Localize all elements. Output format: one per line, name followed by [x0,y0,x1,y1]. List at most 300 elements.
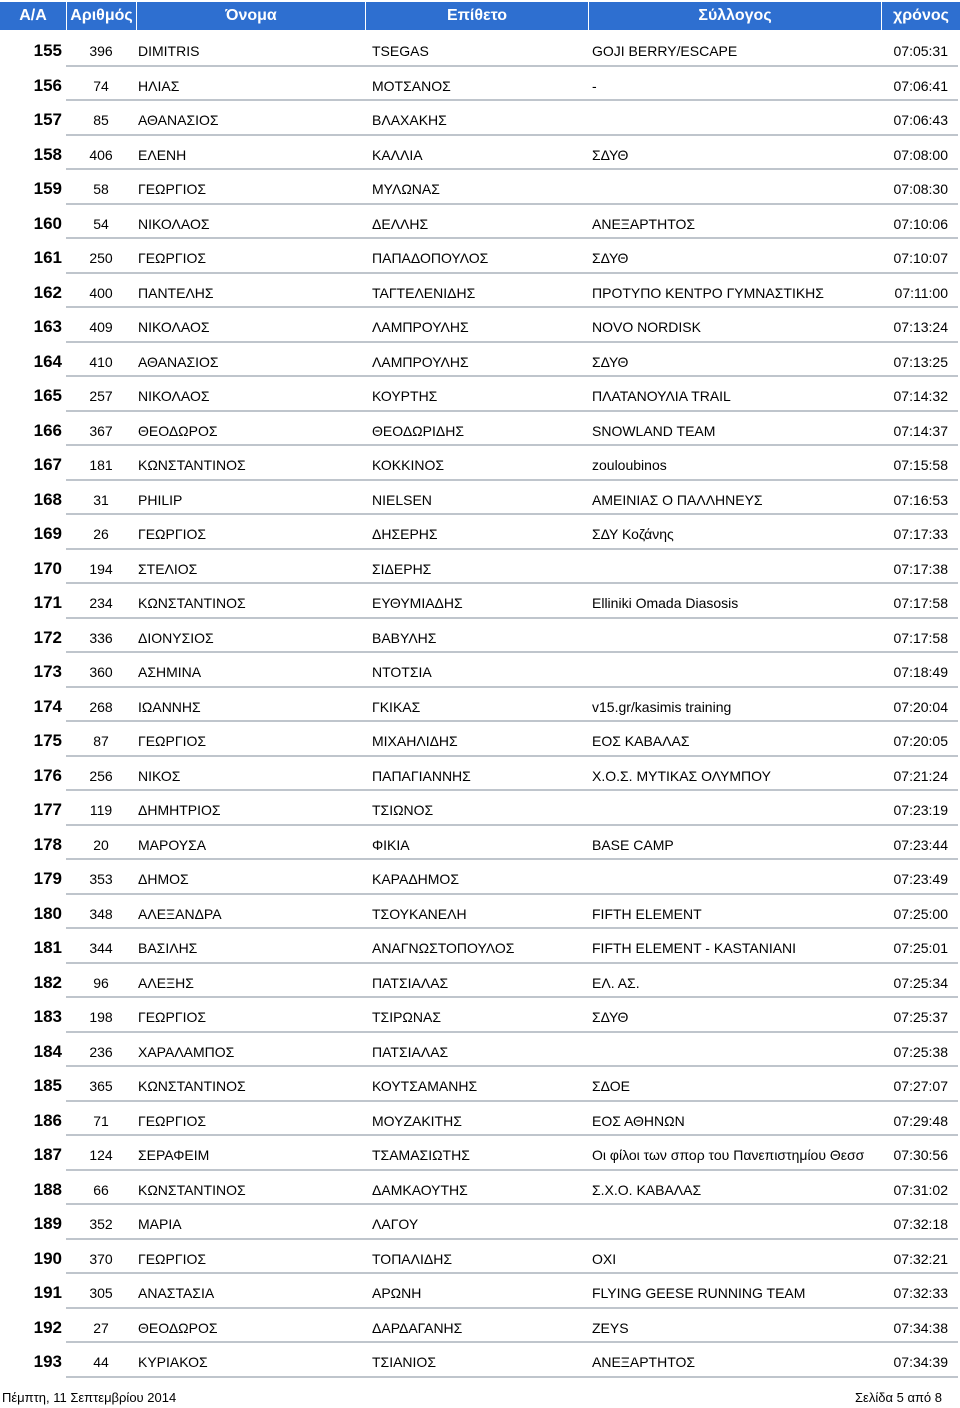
time-cell: 07:31:02 [893,1181,948,1198]
last-name-cell: ΚΑΛΛΙΑ [372,146,423,163]
row-divider [66,203,958,205]
rank-cell: 192 [33,1317,62,1337]
table-row [0,1241,960,1276]
time-cell: 07:34:38 [893,1319,948,1336]
first-name-cell: ΚΩΝΣΤΑΝΤΙΝΟΣ [138,1181,246,1198]
rank-cell: 157 [33,110,62,129]
row-divider [66,686,958,688]
bib-cell: 71 [93,1112,109,1129]
time-cell: 07:11:00 [894,284,948,301]
row-divider [66,755,958,757]
first-name-cell: ΑΘΑΝΑΣΙΟΣ [138,353,219,370]
first-name-cell: ΜΑΡΟΥΣΑ [138,836,207,853]
bib-cell: 344 [89,940,113,956]
bib-cell: 268 [89,698,113,715]
time-cell: 07:25:37 [893,1009,948,1025]
table-row [0,516,960,551]
first-name-cell: PHILIP [138,491,183,508]
rank-cell: 177 [33,800,62,819]
rank-cell: 173 [33,662,62,681]
time-cell: 07:06:43 [893,112,948,128]
table-row [0,68,960,103]
rank-cell: 185 [33,1076,62,1095]
rank-cell: 190 [33,1248,62,1268]
row-divider [66,410,958,412]
time-cell: 07:21:24 [893,767,948,784]
bib-cell: 194 [89,560,113,577]
last-name-cell: ΚΟΚΚΙΝΟΣ [372,457,445,473]
row-divider [66,1065,958,1067]
first-name-cell: ΔΗΜΟΣ [138,871,189,887]
time-cell: 07:20:04 [893,698,948,715]
last-name-cell: ΕΥΘΥΜΙΑΔΗΣ [372,595,463,611]
club-cell: ΑΜΕΙΝΙΑΣ Ο ΠΑΛΛΗΝΕΥΣ [592,491,763,508]
last-name-cell: ΠΑΠΑΓΙΑΝΝΗΣ [372,767,471,784]
time-cell: 07:32:18 [893,1216,948,1232]
first-name-cell: ΕΛΕΝΗ [138,146,187,163]
first-name-cell: ΑΘΑΝΑΣΙΟΣ [138,112,219,128]
time-cell: 07:17:58 [893,629,948,646]
rank-cell: 155 [33,41,62,60]
table-row [0,1172,960,1207]
row-divider [66,824,958,826]
bib-cell: 54 [93,215,109,232]
rank-cell: 169 [33,524,62,543]
first-name-cell: ΑΝΑΣΤΑΣΙΑ [138,1285,215,1301]
last-name-cell: NIELSEN [372,491,432,508]
time-cell: 07:13:24 [893,319,948,335]
rank-cell: 156 [33,75,62,95]
bib-cell: 44 [93,1354,109,1370]
bib-cell: 58 [93,181,109,197]
table-row [0,378,960,413]
club-cell: ΕΟΣ ΚΑΒΑΛΑΣ [592,733,690,749]
row-divider [66,479,958,481]
table-row [0,206,960,241]
club-cell: FIFTH ELEMENT - KASTANIANI [592,940,797,956]
time-cell: 07:23:19 [893,802,948,818]
rank-cell: 164 [33,351,62,371]
first-name-cell: ΓΕΩΡΓΙΟΣ [138,1250,206,1267]
bib-cell: 20 [93,836,109,853]
time-cell: 07:05:31 [893,43,948,59]
club-cell: FLYING GEESE RUNNING TEAM [592,1285,806,1301]
row-divider [66,134,958,136]
club-cell: zouloubinos [592,457,667,473]
rank-cell: 167 [33,455,62,474]
bib-cell: 352 [89,1216,113,1232]
bib-cell: 410 [89,353,113,370]
bib-cell: 198 [89,1009,113,1025]
bib-cell: 66 [93,1181,109,1198]
time-cell: 07:16:53 [893,491,948,508]
rank-cell: 182 [33,972,62,992]
last-name-cell: ΠΑΠΑΔΟΠΟΥΛΟΣ [372,250,489,266]
time-cell: 07:08:30 [893,181,948,197]
bib-cell: 367 [89,422,113,439]
table-row [0,758,960,793]
table-row [0,171,960,206]
last-name-cell: ΣΙΔΕΡΗΣ [372,560,432,577]
club-cell: ΑΝΕΞΑΡΤΗΤΟΣ [592,215,696,232]
table-row [0,1103,960,1138]
club-cell: SNOWLAND TEAM [592,422,716,439]
first-name-cell: ΧΑΡΑΛΑΜΠΟΣ [138,1043,235,1060]
table-row [0,1034,960,1069]
bib-cell: 370 [89,1250,113,1267]
bib-cell: 396 [89,43,113,59]
club-cell: ΣΔΟΕ [592,1078,630,1094]
bib-cell: 85 [93,112,109,128]
first-name-cell: ΓΕΩΡΓΙΟΣ [138,250,206,266]
last-name-cell: ΑΝΑΓΝΩΣΤΟΠΟΥΛΟΣ [372,940,515,956]
club-cell: FIFTH ELEMENT [592,905,702,922]
bib-cell: 409 [89,319,113,335]
rank-cell: 188 [33,1179,62,1199]
first-name-cell: ΝΙΚΟΛΑΟΣ [138,388,210,404]
row-divider [66,651,958,653]
bib-cell: 305 [89,1285,113,1301]
row-divider [66,996,958,998]
table-row [0,1310,960,1345]
first-name-cell: ΚΩΝΣΤΑΝΤΙΝΟΣ [138,1078,246,1094]
footer-page-number: Σελίδα 5 από 8 [855,1390,942,1405]
rank-cell: 160 [33,213,62,233]
last-name-cell: ΒΛΑΧΑΚΗΣ [372,112,447,128]
rank-cell: 184 [33,1041,62,1061]
first-name-cell: ΓΕΩΡΓΙΟΣ [138,181,206,197]
club-cell: ΑΝΕΞΑΡΤΗΤΟΣ [592,1354,696,1370]
club-cell: ΠΛΑΤΑΝΟΥΛΙΑ TRAIL [592,388,731,404]
row-divider [66,548,958,550]
rank-cell: 189 [33,1214,62,1233]
club-cell: Χ.Ο.Σ. ΜΥΤΙΚΑΣ ΟΛΥΜΠΟΥ [592,767,771,784]
time-cell: 07:23:49 [893,871,948,887]
table-row [0,999,960,1034]
club-cell: NOVO NORDISK [592,319,701,335]
first-name-cell: ΔΙΟΝΥΣΙΟΣ [138,629,214,646]
rank-cell: 171 [33,593,62,612]
rank-cell: 159 [33,179,62,198]
row-divider [66,789,958,791]
table-row [0,723,960,758]
row-divider [66,513,958,515]
header-club: Σύλλογος [589,2,881,30]
row-divider [66,65,958,67]
rank-cell: 193 [33,1352,62,1371]
time-cell: 07:10:07 [893,250,948,266]
time-cell: 07:17:38 [893,560,948,577]
first-name-cell: ΓΕΩΡΓΙΟΣ [138,1112,206,1129]
club-cell [592,102,882,137]
rank-cell: 174 [33,696,62,716]
last-name-cell: ΤΟΠΑΛΙΔΗΣ [372,1250,452,1267]
row-divider [66,1272,958,1274]
club-cell: - [592,77,597,94]
bib-cell: 27 [93,1319,109,1336]
club-cell: ΣΔΥΘ [592,353,629,370]
table-row [0,1344,960,1379]
table-row [0,827,960,862]
rank-cell: 172 [33,627,62,647]
rank-cell: 176 [33,765,62,785]
bib-cell: 124 [89,1147,113,1163]
last-name-cell: ΤΣΙΑΝΙΟΣ [372,1354,436,1370]
last-name-cell: ΑΡΩΝΗ [372,1285,422,1301]
last-name-cell: ΜΟΥΖΑΚΙΤΗΣ [372,1112,462,1129]
first-name-cell: ΓΕΩΡΓΙΟΣ [138,526,206,542]
header-rank: Α/Α [0,2,66,30]
last-name-cell: ΔΗΣΕΡΗΣ [372,526,438,542]
first-name-cell: ΙΩΑΝΝΗΣ [138,698,201,715]
row-divider [66,237,958,239]
time-cell: 07:15:58 [893,457,948,473]
time-cell: 07:30:56 [893,1147,948,1163]
first-name-cell: ΚΩΝΣΤΑΝΤΙΝΟΣ [138,457,246,473]
time-cell: 07:27:07 [893,1078,948,1094]
row-divider [66,927,958,929]
club-cell: ΠΡΟΤΥΠΟ ΚΕΝΤΡΟ ΓΥΜΝΑΣΤΙΚΗΣ [592,284,824,301]
table-row [0,965,960,1000]
bib-cell: 353 [89,871,113,887]
table-row [0,551,960,586]
first-name-cell: ΓΕΩΡΓΙΟΣ [138,1009,206,1025]
last-name-cell: ΒΑΒΥΛΗΣ [372,629,437,646]
rank-cell: 181 [33,938,62,957]
last-name-cell: ΔΕΛΛΗΣ [372,215,429,232]
time-cell: 07:25:38 [893,1043,948,1060]
rank-cell: 180 [33,903,62,923]
row-divider [66,1031,958,1033]
last-name-cell: ΤΣΟΥΚΑΝΕΛΗ [372,905,467,922]
last-name-cell: ΝΤΟΤΣΙΑ [372,664,432,680]
club-cell: ΟΧΙ [592,1250,617,1267]
last-name-cell: ΔΑΜΚΑΟΥΤΗΣ [372,1181,468,1198]
table-row [0,447,960,482]
bib-cell: 181 [89,457,113,473]
rank-cell: 165 [33,386,62,405]
table-row [0,275,960,310]
header-last-name: Επίθετο [366,2,588,30]
bib-cell: 256 [89,767,113,784]
club-cell: Elliniki Omada Diasosis [592,595,739,611]
first-name-cell: ΑΣΗΜΙΝΑ [138,664,202,680]
club-cell: ΣΔΥΘ [592,1009,629,1025]
first-name-cell: ΓΕΩΡΓΙΟΣ [138,733,206,749]
first-name-cell: ΗΛΙΑΣ [138,77,180,94]
last-name-cell: ΛΑΜΠΡΟΥΛΗΣ [372,353,469,370]
first-name-cell: ΜΑΡΙΑ [138,1216,182,1232]
bib-cell: 26 [93,526,109,542]
first-name-cell: ΣΕΡΑΦΕΙΜ [138,1147,210,1163]
club-cell: ΕΛ. ΑΣ. [592,974,640,991]
row-divider [66,341,958,343]
time-cell: 07:20:05 [893,733,948,749]
table-header [0,0,960,32]
table-row [0,344,960,379]
table-row [0,137,960,172]
table-row [0,896,960,931]
bib-cell: 96 [93,974,109,991]
results-table [0,33,960,1379]
last-name-cell: ΘΕΟΔΩΡΙΔΗΣ [372,422,464,439]
time-cell: 07:32:21 [893,1250,948,1267]
last-name-cell: ΚΑΡΑΔΗΜΟΣ [372,871,459,887]
first-name-cell: ΘΕΟΔΩΡΟΣ [138,1319,218,1336]
bib-cell: 257 [89,388,113,404]
table-row [0,309,960,344]
table-row [0,620,960,655]
last-name-cell: ΤΑΓΤΕΛΕΝΙΔΗΣ [372,284,476,301]
table-row [0,861,960,896]
table-row [0,689,960,724]
bib-cell: 234 [89,595,113,611]
footer-date: Πέμπτη, 11 Σεπτεμβρίου 2014 [2,1390,177,1405]
club-cell [592,792,882,827]
time-cell: 07:17:58 [893,595,948,611]
bib-cell: 236 [89,1043,113,1060]
bib-cell: 31 [93,491,109,508]
table-row [0,1206,960,1241]
bib-cell: 74 [93,77,109,94]
club-cell: Οι φίλοι των σπορ του Πανεπιστημίου Θεσσ [592,1147,865,1163]
first-name-cell: ΚΥΡΙΑΚΟΣ [138,1354,208,1370]
table-row [0,1137,960,1172]
last-name-cell: ΔΑΡΔΑΓΑΝΗΣ [372,1319,463,1336]
table-row [0,1275,960,1310]
club-cell [592,551,882,586]
last-name-cell: ΠΑΤΣΙΑΛΑΣ [372,974,449,991]
row-divider [66,99,958,101]
bib-cell: 360 [89,664,113,680]
row-divider [66,720,958,722]
rank-cell: 178 [33,834,62,854]
row-divider [66,306,958,308]
first-name-cell: ΔΗΜΗΤΡΙΟΣ [138,802,221,818]
first-name-cell: ΝΙΚΟΛΑΟΣ [138,319,210,335]
row-divider [66,168,958,170]
row-divider [66,1341,958,1343]
club-cell: v15.gr/kasimis training [592,698,732,715]
first-name-cell: ΑΛΕΞΑΝΔΡΑ [138,905,222,922]
bib-cell: 336 [89,629,113,646]
first-name-cell: ΑΛΕΞΗΣ [138,974,194,991]
club-cell: BASE CAMP [592,836,674,853]
row-divider [66,893,958,895]
last-name-cell: ΦΙΚΙΑ [372,836,410,853]
rank-cell: 175 [33,731,62,750]
header-time: χρόνος [882,2,960,30]
club-cell: ΣΔΥΘ [592,250,629,266]
row-divider [66,582,958,584]
last-name-cell: ΜΙΧΑΗΛΙΔΗΣ [372,733,458,749]
row-divider [66,617,958,619]
time-cell: 07:25:00 [893,905,948,922]
last-name-cell: ΜΟΤΣΑΝΟΣ [372,77,451,94]
last-name-cell: ΚΟΥΤΣΑΜΑΝΗΣ [372,1078,478,1094]
last-name-cell: ΚΟΥΡΤΗΣ [372,388,438,404]
time-cell: 07:32:33 [893,1285,948,1301]
first-name-cell: ΚΩΝΣΤΑΝΤΙΝΟΣ [138,595,246,611]
last-name-cell: ΛΑΜΠΡΟΥΛΗΣ [372,319,469,335]
club-cell [592,1206,882,1241]
table-row [0,792,960,827]
header-first-name: Όνομα [137,2,365,30]
last-name-cell: ΤΣΑΜΑΣΙΩΤΗΣ [372,1147,470,1163]
row-divider [66,375,958,377]
time-cell: 07:34:39 [893,1354,948,1370]
row-divider [66,1238,958,1240]
club-cell: GOJI BERRY/ESCAPE [592,43,738,59]
first-name-cell: ΒΑΣΙΛΗΣ [138,940,198,956]
rank-cell: 158 [33,144,62,164]
bib-cell: 406 [89,146,113,163]
row-divider [66,1376,958,1378]
club-cell [592,171,882,206]
rank-cell: 168 [33,489,62,509]
first-name-cell: ΝΙΚΟΛΑΟΣ [138,215,210,232]
time-cell: 07:06:41 [893,77,948,94]
time-cell: 07:29:48 [893,1112,948,1129]
row-divider [66,858,958,860]
last-name-cell: ΤΣΙΩΝΟΣ [372,802,434,818]
row-divider [66,1307,958,1309]
time-cell: 07:13:25 [893,353,948,370]
last-name-cell: ΜΥΛΩΝΑΣ [372,181,440,197]
club-cell: Σ.Χ.Ο. ΚΑΒΑΛΑΣ [592,1181,702,1198]
club-cell: ZEYS [592,1319,629,1336]
table-row [0,482,960,517]
bib-cell: 119 [89,802,113,818]
time-cell: 07:18:49 [893,664,948,680]
row-divider [66,1100,958,1102]
table-row [0,240,960,275]
table-row [0,413,960,448]
row-divider [66,1169,958,1171]
club-cell [592,1034,882,1069]
first-name-cell: ΘΕΟΔΩΡΟΣ [138,422,218,439]
bib-cell: 250 [89,250,113,266]
row-divider [66,962,958,964]
bib-cell: 348 [89,905,113,922]
time-cell: 07:08:00 [893,146,948,163]
first-name-cell: ΠΑΝΤΕΛΗΣ [138,284,214,301]
rank-cell: 163 [33,317,62,336]
rank-cell: 162 [33,282,62,302]
time-cell: 07:14:32 [893,388,948,404]
club-cell [592,620,882,655]
first-name-cell: ΣΤΕΛΙΟΣ [138,560,198,577]
table-row [0,1068,960,1103]
rank-cell: 170 [33,558,62,578]
bib-cell: 365 [89,1078,113,1094]
time-cell: 07:17:33 [893,526,948,542]
club-cell [592,861,882,896]
last-name-cell: ΤΣΙΡΩΝΑΣ [372,1009,442,1025]
rank-cell: 166 [33,420,62,440]
club-cell: ΣΔΥ Κοζάνης [592,526,674,542]
first-name-cell: DIMITRIS [138,43,200,59]
rank-cell: 183 [33,1007,62,1026]
rank-cell: 186 [33,1110,62,1130]
time-cell: 07:23:44 [893,836,948,853]
last-name-cell: ΠΑΤΣΙΑΛΑΣ [372,1043,449,1060]
bib-cell: 400 [89,284,113,301]
table-row [0,585,960,620]
header-bib: Αριθμός [67,2,136,30]
table-row [0,102,960,137]
bib-cell: 87 [93,733,109,749]
